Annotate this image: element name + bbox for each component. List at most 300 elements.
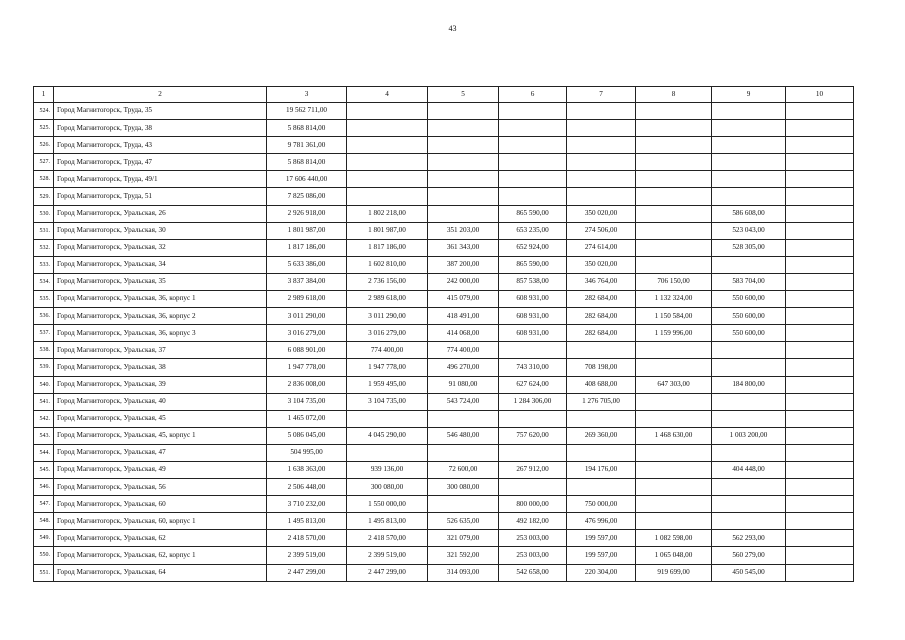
value-cell-5 <box>428 120 499 137</box>
value-cell-4: 774 400,00 <box>347 342 428 359</box>
value-cell-5: 91 080,00 <box>428 376 499 393</box>
row-number: 541. <box>34 393 54 410</box>
row-number: 546. <box>34 479 54 496</box>
value-cell-3: 2 926 918,00 <box>267 205 347 222</box>
column-header: 2 <box>54 87 267 103</box>
page-number: 43 <box>448 24 457 33</box>
row-number: 530. <box>34 205 54 222</box>
value-cell-8 <box>636 137 712 154</box>
row-number: 524. <box>34 103 54 120</box>
value-cell-7: 220 304,00 <box>567 564 636 581</box>
value-cell-10 <box>786 325 854 342</box>
value-cell-3: 1 638 363,00 <box>267 461 347 478</box>
value-cell-6 <box>499 410 567 427</box>
table-row <box>34 273 854 290</box>
value-cell-5 <box>428 496 499 513</box>
value-cell-4 <box>347 103 428 120</box>
value-cell-9: 450 545,00 <box>712 564 786 581</box>
value-cell-6: 627 624,00 <box>499 376 567 393</box>
value-cell-9 <box>712 410 786 427</box>
value-cell-5: 774 400,00 <box>428 342 499 359</box>
value-cell-10 <box>786 256 854 273</box>
address-cell: Город Магнитогорск, Уральская, 37 <box>54 342 267 359</box>
value-cell-10 <box>786 564 854 581</box>
value-cell-10 <box>786 444 854 461</box>
row-number: 540. <box>34 376 54 393</box>
value-cell-8: 1 065 048,00 <box>636 547 712 564</box>
value-cell-4: 3 011 290,00 <box>347 308 428 325</box>
table-row <box>34 222 854 239</box>
value-cell-9 <box>712 171 786 188</box>
value-cell-3: 2 989 618,00 <box>267 291 347 308</box>
value-cell-3: 3 837 384,00 <box>267 273 347 290</box>
value-cell-10 <box>786 188 854 205</box>
table-row <box>34 461 854 478</box>
value-cell-8: 1 159 996,00 <box>636 325 712 342</box>
value-cell-9 <box>712 154 786 171</box>
value-cell-7 <box>567 444 636 461</box>
row-number: 533. <box>34 256 54 273</box>
value-cell-8 <box>636 393 712 410</box>
data-table <box>33 86 854 582</box>
value-cell-4: 3 104 735,00 <box>347 393 428 410</box>
value-cell-9: 550 600,00 <box>712 308 786 325</box>
value-cell-9: 1 003 200,00 <box>712 427 786 444</box>
value-cell-5 <box>428 137 499 154</box>
value-cell-4: 300 080,00 <box>347 479 428 496</box>
value-cell-9: 528 305,00 <box>712 239 786 256</box>
value-cell-7: 282 684,00 <box>567 325 636 342</box>
value-cell-3: 2 418 570,00 <box>267 530 347 547</box>
value-cell-3: 2 447 299,00 <box>267 564 347 581</box>
address-cell: Город Магнитогорск, Уральская, 34 <box>54 256 267 273</box>
table-row <box>34 427 854 444</box>
value-cell-5: 242 000,00 <box>428 273 499 290</box>
value-cell-9: 550 600,00 <box>712 325 786 342</box>
table-row <box>34 393 854 410</box>
value-cell-7 <box>567 479 636 496</box>
value-cell-7: 282 684,00 <box>567 308 636 325</box>
value-cell-7 <box>567 154 636 171</box>
address-cell: Город Магнитогорск, Уральская, 45 <box>54 410 267 427</box>
row-number: 528. <box>34 171 54 188</box>
address-cell: Город Магнитогорск, Труда, 49/1 <box>54 171 267 188</box>
value-cell-5: 72 600,00 <box>428 461 499 478</box>
value-cell-6 <box>499 120 567 137</box>
value-cell-6: 608 931,00 <box>499 325 567 342</box>
value-cell-4: 1 817 186,00 <box>347 239 428 256</box>
value-cell-3: 1 495 813,00 <box>267 513 347 530</box>
value-cell-7: 408 688,00 <box>567 376 636 393</box>
value-cell-9 <box>712 256 786 273</box>
value-cell-4: 1 802 218,00 <box>347 205 428 222</box>
value-cell-10 <box>786 154 854 171</box>
value-cell-10 <box>786 427 854 444</box>
value-cell-7: 350 020,00 <box>567 256 636 273</box>
value-cell-10 <box>786 393 854 410</box>
value-cell-4: 939 136,00 <box>347 461 428 478</box>
table-row <box>34 376 854 393</box>
value-cell-6: 542 658,00 <box>499 564 567 581</box>
column-header: 6 <box>499 87 567 103</box>
value-cell-8 <box>636 239 712 256</box>
value-cell-7: 476 996,00 <box>567 513 636 530</box>
value-cell-5: 418 491,00 <box>428 308 499 325</box>
row-number: 525. <box>34 120 54 137</box>
value-cell-4: 2 399 519,00 <box>347 547 428 564</box>
value-cell-10 <box>786 461 854 478</box>
value-cell-4: 1 959 495,00 <box>347 376 428 393</box>
row-number: 543. <box>34 427 54 444</box>
table-row <box>34 496 854 513</box>
table-row <box>34 410 854 427</box>
value-cell-5: 321 592,00 <box>428 547 499 564</box>
row-number: 536. <box>34 308 54 325</box>
value-cell-4 <box>347 171 428 188</box>
value-cell-4 <box>347 137 428 154</box>
value-cell-9: 560 279,00 <box>712 547 786 564</box>
value-cell-10 <box>786 410 854 427</box>
value-cell-10 <box>786 291 854 308</box>
address-cell: Город Магнитогорск, Уральская, 32 <box>54 239 267 256</box>
value-cell-4: 4 045 290,00 <box>347 427 428 444</box>
value-cell-10 <box>786 273 854 290</box>
value-cell-8 <box>636 342 712 359</box>
value-cell-8: 1 082 598,00 <box>636 530 712 547</box>
value-cell-5 <box>428 171 499 188</box>
value-cell-9 <box>712 120 786 137</box>
value-cell-6: 492 182,00 <box>499 513 567 530</box>
value-cell-5: 414 068,00 <box>428 325 499 342</box>
value-cell-4 <box>347 188 428 205</box>
table-row <box>34 342 854 359</box>
address-cell: Город Магнитогорск, Уральская, 36, корпус 1 <box>54 291 267 308</box>
value-cell-7: 750 000,00 <box>567 496 636 513</box>
value-cell-10 <box>786 547 854 564</box>
value-cell-4 <box>347 410 428 427</box>
value-cell-10 <box>786 530 854 547</box>
table-row <box>34 564 854 581</box>
value-cell-4: 2 418 570,00 <box>347 530 428 547</box>
address-cell: Город Магнитогорск, Уральская, 45, корпус 1 <box>54 427 267 444</box>
row-number: 547. <box>34 496 54 513</box>
value-cell-6: 253 003,00 <box>499 547 567 564</box>
table-header-row <box>34 87 854 103</box>
address-cell: Город Магнитогорск, Уральская, 62 <box>54 530 267 547</box>
table-row <box>34 291 854 308</box>
value-cell-3: 5 868 814,00 <box>267 154 347 171</box>
value-cell-3: 5 633 386,00 <box>267 256 347 273</box>
row-number: 527. <box>34 154 54 171</box>
row-number: 526. <box>34 137 54 154</box>
value-cell-3: 1 801 987,00 <box>267 222 347 239</box>
row-number: 550. <box>34 547 54 564</box>
value-cell-10 <box>786 171 854 188</box>
value-cell-4: 1 550 000,00 <box>347 496 428 513</box>
address-cell: Город Магнитогорск, Уральская, 60 <box>54 496 267 513</box>
address-cell: Город Магнитогорск, Уральская, 56 <box>54 479 267 496</box>
value-cell-5: 546 480,00 <box>428 427 499 444</box>
value-cell-8 <box>636 444 712 461</box>
value-cell-6: 1 284 306,00 <box>499 393 567 410</box>
address-cell: Город Магнитогорск, Труда, 43 <box>54 137 267 154</box>
row-number: 538. <box>34 342 54 359</box>
value-cell-10 <box>786 308 854 325</box>
table-row <box>34 308 854 325</box>
value-cell-4: 1 801 987,00 <box>347 222 428 239</box>
value-cell-5: 351 203,00 <box>428 222 499 239</box>
value-cell-9 <box>712 496 786 513</box>
address-cell: Город Магнитогорск, Уральская, 39 <box>54 376 267 393</box>
value-cell-7 <box>567 103 636 120</box>
value-cell-5: 387 200,00 <box>428 256 499 273</box>
value-cell-6 <box>499 103 567 120</box>
value-cell-5 <box>428 154 499 171</box>
value-cell-7: 282 684,00 <box>567 291 636 308</box>
table-row <box>34 444 854 461</box>
value-cell-8: 1 150 584,00 <box>636 308 712 325</box>
value-cell-3: 6 088 901,00 <box>267 342 347 359</box>
value-cell-9: 523 043,00 <box>712 222 786 239</box>
value-cell-6: 652 924,00 <box>499 239 567 256</box>
value-cell-9 <box>712 342 786 359</box>
value-cell-5 <box>428 444 499 461</box>
value-cell-8 <box>636 479 712 496</box>
value-cell-9 <box>712 103 786 120</box>
value-cell-5: 314 093,00 <box>428 564 499 581</box>
row-number: 544. <box>34 444 54 461</box>
value-cell-7 <box>567 171 636 188</box>
value-cell-9: 550 600,00 <box>712 291 786 308</box>
address-cell: Город Магнитогорск, Уральская, 49 <box>54 461 267 478</box>
value-cell-8: 1 468 630,00 <box>636 427 712 444</box>
table-row <box>34 256 854 273</box>
value-cell-7: 199 597,00 <box>567 530 636 547</box>
address-cell: Город Магнитогорск, Труда, 35 <box>54 103 267 120</box>
address-cell: Город Магнитогорск, Уральская, 47 <box>54 444 267 461</box>
value-cell-3: 2 506 448,00 <box>267 479 347 496</box>
row-number: 534. <box>34 273 54 290</box>
value-cell-9 <box>712 359 786 376</box>
address-cell: Город Магнитогорск, Уральская, 26 <box>54 205 267 222</box>
address-cell: Город Магнитогорск, Уральская, 36, корпус 2 <box>54 308 267 325</box>
row-number: 537. <box>34 325 54 342</box>
table-row <box>34 239 854 256</box>
row-number: 551. <box>34 564 54 581</box>
value-cell-4: 3 016 279,00 <box>347 325 428 342</box>
value-cell-6: 267 912,00 <box>499 461 567 478</box>
table-row <box>34 154 854 171</box>
value-cell-7: 1 276 705,00 <box>567 393 636 410</box>
value-cell-6 <box>499 171 567 188</box>
value-cell-8 <box>636 154 712 171</box>
row-number: 539. <box>34 359 54 376</box>
value-cell-7 <box>567 188 636 205</box>
value-cell-3: 1 465 072,00 <box>267 410 347 427</box>
address-cell: Город Магнитогорск, Уральская, 35 <box>54 273 267 290</box>
value-cell-10 <box>786 137 854 154</box>
value-cell-4: 1 947 778,00 <box>347 359 428 376</box>
value-cell-4: 1 495 813,00 <box>347 513 428 530</box>
value-cell-8 <box>636 256 712 273</box>
row-number: 545. <box>34 461 54 478</box>
column-header: 7 <box>567 87 636 103</box>
value-cell-5: 300 080,00 <box>428 479 499 496</box>
table-row <box>34 530 854 547</box>
value-cell-9 <box>712 513 786 530</box>
value-cell-3: 17 606 440,00 <box>267 171 347 188</box>
table-row <box>34 103 854 120</box>
column-header: 5 <box>428 87 499 103</box>
row-number: 548. <box>34 513 54 530</box>
address-cell: Город Магнитогорск, Труда, 51 <box>54 188 267 205</box>
row-number: 532. <box>34 239 54 256</box>
value-cell-4: 2 736 156,00 <box>347 273 428 290</box>
value-cell-10 <box>786 479 854 496</box>
table-row <box>34 205 854 222</box>
value-cell-8 <box>636 410 712 427</box>
table-row <box>34 137 854 154</box>
value-cell-3: 3 104 735,00 <box>267 393 347 410</box>
address-cell: Город Магнитогорск, Уральская, 60, корпус 1 <box>54 513 267 530</box>
address-cell: Город Магнитогорск, Труда, 47 <box>54 154 267 171</box>
value-cell-5: 415 079,00 <box>428 291 499 308</box>
value-cell-7: 274 506,00 <box>567 222 636 239</box>
value-cell-6: 743 310,00 <box>499 359 567 376</box>
value-cell-5 <box>428 103 499 120</box>
value-cell-6 <box>499 137 567 154</box>
value-cell-6: 757 620,00 <box>499 427 567 444</box>
value-cell-10 <box>786 120 854 137</box>
value-cell-9: 184 800,00 <box>712 376 786 393</box>
value-cell-6: 608 931,00 <box>499 291 567 308</box>
value-cell-3: 1 817 186,00 <box>267 239 347 256</box>
table-row <box>34 171 854 188</box>
value-cell-8 <box>636 359 712 376</box>
value-cell-3: 5 086 045,00 <box>267 427 347 444</box>
value-cell-7: 274 614,00 <box>567 239 636 256</box>
value-cell-8 <box>636 513 712 530</box>
value-cell-3: 2 836 008,00 <box>267 376 347 393</box>
value-cell-8 <box>636 103 712 120</box>
value-cell-5: 526 635,00 <box>428 513 499 530</box>
value-cell-9 <box>712 137 786 154</box>
value-cell-3: 1 947 778,00 <box>267 359 347 376</box>
value-cell-7: 269 360,00 <box>567 427 636 444</box>
table-row <box>34 479 854 496</box>
value-cell-9 <box>712 479 786 496</box>
table-row <box>34 547 854 564</box>
value-cell-10 <box>786 239 854 256</box>
address-cell: Город Магнитогорск, Уральская, 38 <box>54 359 267 376</box>
value-cell-10 <box>786 342 854 359</box>
value-cell-5 <box>428 188 499 205</box>
value-cell-4 <box>347 444 428 461</box>
table-row <box>34 359 854 376</box>
address-cell: Город Магнитогорск, Уральская, 36, корпус 3 <box>54 325 267 342</box>
value-cell-3: 7 825 086,00 <box>267 188 347 205</box>
value-cell-10 <box>786 376 854 393</box>
value-cell-9: 404 448,00 <box>712 461 786 478</box>
row-number: 531. <box>34 222 54 239</box>
row-number: 529. <box>34 188 54 205</box>
value-cell-6 <box>499 479 567 496</box>
value-cell-4 <box>347 120 428 137</box>
value-cell-7 <box>567 137 636 154</box>
value-cell-8 <box>636 205 712 222</box>
value-cell-3: 5 868 814,00 <box>267 120 347 137</box>
column-header: 8 <box>636 87 712 103</box>
value-cell-3: 3 011 290,00 <box>267 308 347 325</box>
value-cell-7 <box>567 120 636 137</box>
value-cell-4: 1 602 810,00 <box>347 256 428 273</box>
value-cell-10 <box>786 222 854 239</box>
value-cell-9: 562 293,00 <box>712 530 786 547</box>
column-header: 10 <box>786 87 854 103</box>
value-cell-3: 3 016 279,00 <box>267 325 347 342</box>
value-cell-7: 346 764,00 <box>567 273 636 290</box>
value-cell-6 <box>499 154 567 171</box>
value-cell-6 <box>499 342 567 359</box>
value-cell-3: 3 710 232,00 <box>267 496 347 513</box>
value-cell-6: 865 590,00 <box>499 256 567 273</box>
value-cell-9 <box>712 188 786 205</box>
table-row <box>34 120 854 137</box>
value-cell-7: 194 176,00 <box>567 461 636 478</box>
value-cell-8: 1 132 324,00 <box>636 291 712 308</box>
value-cell-6: 800 000,00 <box>499 496 567 513</box>
value-cell-3: 19 562 711,00 <box>267 103 347 120</box>
value-cell-3: 504 995,00 <box>267 444 347 461</box>
address-cell: Город Магнитогорск, Уральская, 40 <box>54 393 267 410</box>
value-cell-3: 9 781 361,00 <box>267 137 347 154</box>
address-cell: Город Магнитогорск, Уральская, 30 <box>54 222 267 239</box>
value-cell-9: 586 608,00 <box>712 205 786 222</box>
value-cell-5: 496 270,00 <box>428 359 499 376</box>
value-cell-5 <box>428 205 499 222</box>
value-cell-3: 2 399 519,00 <box>267 547 347 564</box>
value-cell-10 <box>786 205 854 222</box>
value-cell-8: 919 699,00 <box>636 564 712 581</box>
value-cell-8: 647 303,00 <box>636 376 712 393</box>
value-cell-10 <box>786 359 854 376</box>
value-cell-5 <box>428 410 499 427</box>
value-cell-5: 321 079,00 <box>428 530 499 547</box>
value-cell-6: 253 003,00 <box>499 530 567 547</box>
value-cell-9: 583 704,00 <box>712 273 786 290</box>
value-cell-8 <box>636 188 712 205</box>
address-cell: Город Магнитогорск, Труда, 38 <box>54 120 267 137</box>
row-number: 549. <box>34 530 54 547</box>
value-cell-8 <box>636 496 712 513</box>
value-cell-9 <box>712 393 786 410</box>
column-header: 4 <box>347 87 428 103</box>
value-cell-4: 2 447 299,00 <box>347 564 428 581</box>
value-cell-4: 2 989 618,00 <box>347 291 428 308</box>
value-cell-7: 350 020,00 <box>567 205 636 222</box>
column-header: 9 <box>712 87 786 103</box>
value-cell-7: 708 198,00 <box>567 359 636 376</box>
value-cell-7: 199 597,00 <box>567 547 636 564</box>
value-cell-6: 857 538,00 <box>499 273 567 290</box>
value-cell-6 <box>499 188 567 205</box>
value-cell-6: 608 931,00 <box>499 308 567 325</box>
value-cell-6: 653 235,00 <box>499 222 567 239</box>
value-cell-10 <box>786 496 854 513</box>
table-row <box>34 513 854 530</box>
row-number: 542. <box>34 410 54 427</box>
value-cell-9 <box>712 444 786 461</box>
